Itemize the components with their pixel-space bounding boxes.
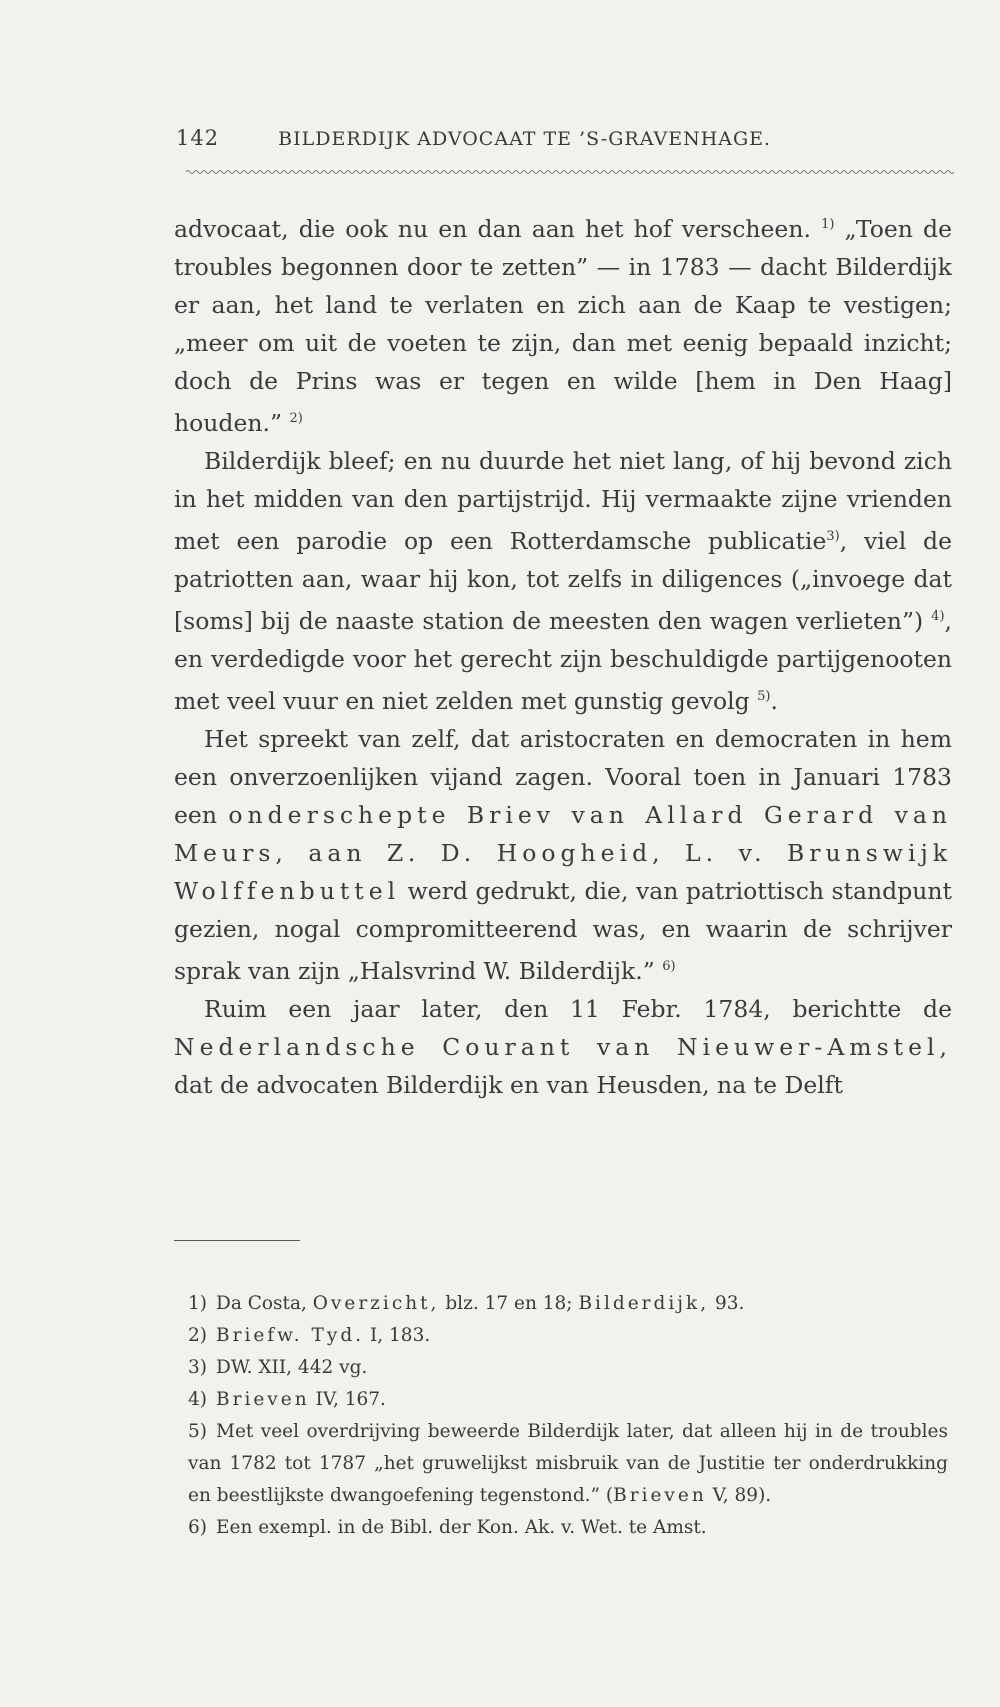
footnote-1: 1) Da Costa, Overzicht, blz. 17 en 18; Bilderdijk, 93. (188, 1293, 745, 1314)
paragraph-4: Ruim een jaar later, den 11 Febr. 1784, berichtte de Nederlandsche Courant van Nieuwer-Amstel, dat de advocaten Bilderdijk en van Heusden, na te Delft (174, 995, 952, 1099)
footnote-ref-3: 3) (826, 529, 840, 544)
paragraph-2: Bilderdijk bleef; en nu duurde het niet lang, of hij bevond zich in het midden van den partijstrijd. Hij vermaakte zijne vrienden met een parodie op een Rotterdamsche publicatie$^{3)}$, viel de patriotten aan, waar hij kon, tot zelfs in diligences („invoege dat [soms] bij de naaste station de meesten den wagen verlieten”) $^{4)}$, en verdedigde voor het gerecht zijn beschuldigde partijgenooten met veel vuur en niet zelden met gunstig gevolg $^{5)}$. (174, 447, 952, 715)
footnote-rule (174, 1240, 300, 1241)
footnote-ref-2: 2) (289, 411, 303, 426)
body-text (174, 206, 952, 1104)
wavy-rule-ornament (186, 168, 954, 176)
footnote-ref-4: 4) (931, 609, 945, 624)
footnote-ref-1: 1) (821, 217, 835, 232)
page-header (176, 126, 956, 150)
spaced-newspaper-title: Nederlandsche Courant van Nieuwer-Amstel, (174, 1033, 952, 1061)
footnote-6: 6) Een exempl. in de Bibl. der Kon. Ak. v. Wet. te Amst. (188, 1517, 707, 1538)
footnote-5: 5) Met veel overdrijving beweerde Bilderdijk later, dat alleen hij in de troubles van 1782 tot 1787 „het gruwelijkst misbruik van de Justitie ter onderdrukking en beestlijkste dwangoefening tegenstond.” (Brieven V, 89). (188, 1421, 948, 1506)
footnote-3: 3) DW. XII, 442 vg. (188, 1357, 368, 1378)
spaced-title: onderschepte Briev van Allard Gerard van Meurs, aan Z. D. Hoogheid, L. v. Brunswijk Wolffenbuttel (174, 801, 952, 905)
footnote-4: 4) Brieven IV, 167. (188, 1389, 386, 1410)
paragraph-3: Het spreekt van zelf, dat aristocraten en democraten in hem een onverzoenlijken vijand zagen. Vooral toen in Januari 1783 een onderschepte Briev van Allard Gerard van Meurs, aan Z. D. Hoogheid, L. v. Brunswijk Wolffenbuttel werd gedrukt, die, van patriottisch standpunt gezien, nogal compromitteerend was, en waarin de schrijver sprak van zijn „Halsvrind W. Bilderdijk.” $^{6)}$ (174, 725, 952, 985)
footnotes (188, 1288, 948, 1544)
running-title: BILDERDIJK ADVOCAAT TE ’S-GRAVENHAGE. (278, 128, 772, 150)
footnote-ref-6: 6) (662, 959, 676, 974)
footnote-ref-5: 5) (757, 689, 771, 704)
page-number: 142 (176, 126, 220, 150)
paragraph-1: advocaat, die ook nu en dan aan het hof verscheen. $^{1)}$ „Toen de troubles begonnen door te zetten” — in 1783 — dacht Bilderdijk er aan, het land te verlaten en zich aan de Kaap te vestigen; „meer om uit de voeten te zijn, dan met eenig bepaald inzicht; doch de Prins was er tegen en wilde [hem in Den Haag] houden.” $^{2)}$ (174, 215, 952, 437)
footnote-2: 2) Briefw. Tyd. I, 183. (188, 1325, 431, 1346)
